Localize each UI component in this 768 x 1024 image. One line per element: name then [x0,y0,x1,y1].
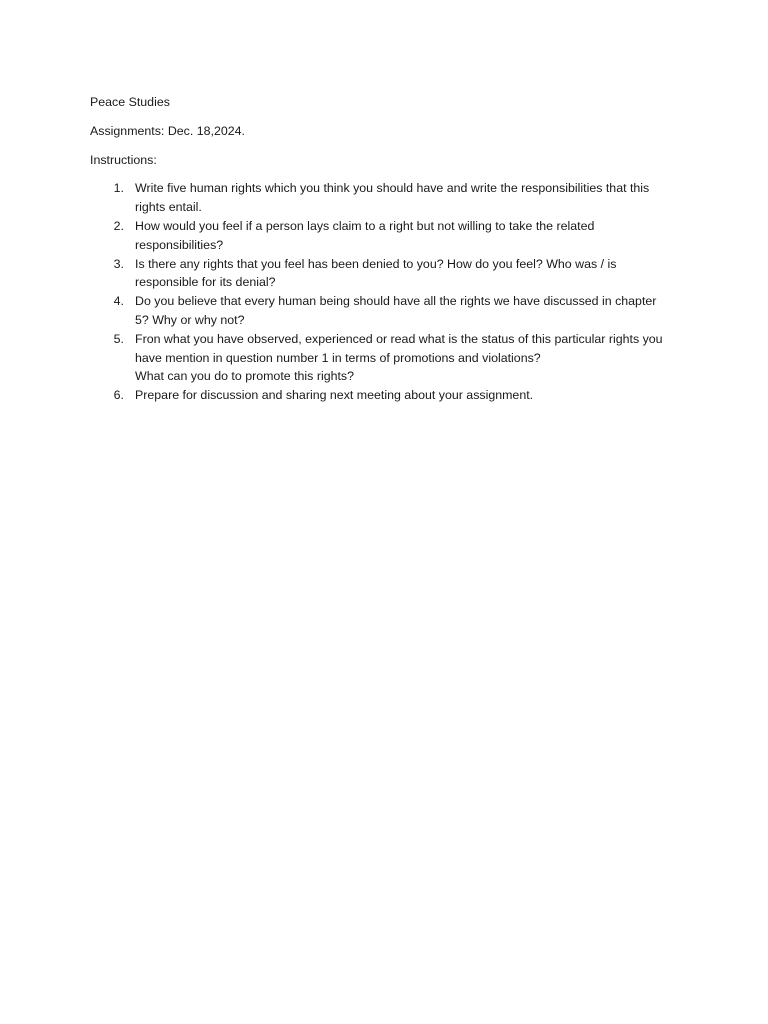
list-item-text [135,386,690,405]
course-title: Peace Studies [90,95,170,109]
list-item-text [135,179,690,217]
list-item-line: responsibilities? [135,237,224,252]
list-item-number: 2. [113,218,124,233]
list-item [90,179,690,217]
list-item-line: Prepare for discussion and sharing next meeting about your assignment. [135,388,534,403]
document-body [90,93,690,405]
list-item-line: rights entail. [135,200,202,215]
list-item-number: 1. [113,181,124,196]
list-item-line: have mention in question number 1 in terms of promotions and violations? [135,350,541,365]
list-item [90,330,690,386]
list-item-text [135,255,690,293]
list-item-text [135,330,690,386]
list-item-line: 5? Why or why not? [135,312,245,327]
list-item-line: responsible for its denial? [135,275,276,290]
list-item [90,255,690,293]
list-item-line: Write five human rights which you think you should have and write the responsibilities that this [135,181,650,196]
list-item-number: 5. [113,331,124,346]
list-item-line: What can you do to promote this rights? [135,369,355,384]
list-item-text [135,217,690,255]
instructions-label: Instructions: [90,152,157,167]
list-item-number: 4. [113,294,124,309]
list-item-line: How would you feel if a person lays claim to a right but not willing to take the related [135,218,595,233]
list-item-line: Is there any rights that you feel has been denied to you? How do you feel? Who was / is [135,256,617,271]
list-item [90,292,690,330]
list-item-number: 6. [113,388,124,403]
list-item-line: Do you believe that every human being should have all the rights we have discussed in chapter [135,294,657,309]
list-item [90,217,690,255]
assignment-date-line: Assignments: Dec. 18,2024. [90,123,245,138]
list-item-number: 3. [113,256,124,271]
list-item [90,386,690,405]
instructions-list [90,179,690,405]
list-item-line: Fron what you have observed, experienced or read what is the status of this particular rights you [135,331,663,346]
list-item-text [135,292,690,330]
